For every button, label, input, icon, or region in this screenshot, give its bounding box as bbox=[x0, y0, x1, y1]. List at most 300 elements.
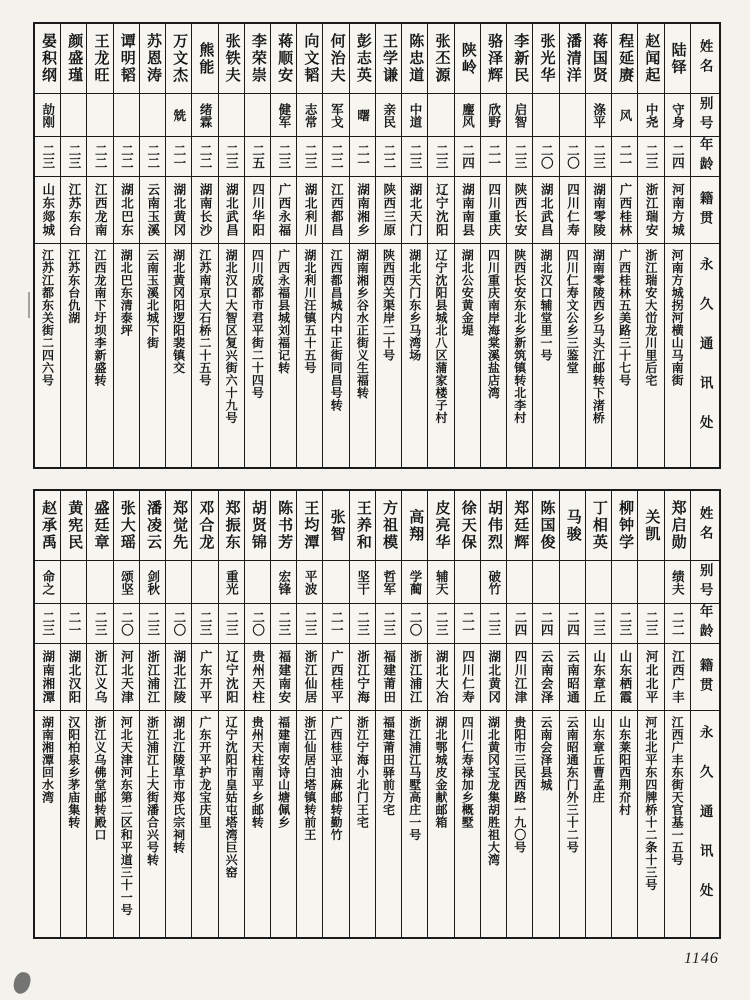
entry-address: 四川仁寿禄加乡概墅 bbox=[460, 716, 475, 829]
entry-native_place: 湖南南县 bbox=[455, 177, 480, 244]
entry-age: 二一 bbox=[323, 604, 348, 644]
entry-address: 湖北巴东清泰坪 bbox=[119, 249, 134, 337]
entry-age: 二〇 bbox=[114, 604, 139, 644]
entry-column bbox=[586, 491, 612, 937]
entry-address: 湖北鄂城皮金献邮箱 bbox=[434, 716, 449, 829]
entry-address: 湖南湘乡谷水正街义生福转 bbox=[355, 249, 370, 399]
entry-native_place: 湖北利川 bbox=[297, 177, 322, 244]
entry-alias bbox=[219, 94, 244, 137]
header-address: 永久通讯处 bbox=[697, 256, 713, 455]
entry-name: 郑启勋 bbox=[665, 491, 690, 561]
entry-address: 河北天津河东第二区和平道三十一号 bbox=[119, 716, 134, 916]
entry-native_place: 河北北平 bbox=[638, 644, 663, 711]
entry-address: 江苏南京大石桥二十五号 bbox=[197, 249, 212, 387]
entry-alias: 健军 bbox=[271, 94, 296, 137]
entry-name: 柳钟学 bbox=[612, 491, 637, 561]
entry-native_place: 湖北天门 bbox=[402, 177, 427, 244]
entry-alias bbox=[140, 94, 165, 137]
entry-column bbox=[638, 24, 664, 467]
entry-address: 云南昭通东门外三十二号 bbox=[565, 716, 580, 854]
entry-age: 二三 bbox=[586, 604, 611, 644]
entry-name: 皮亮华 bbox=[428, 491, 453, 561]
entry-alias: 欣野 bbox=[481, 94, 506, 137]
entry-column bbox=[638, 491, 664, 937]
entry-column bbox=[114, 491, 140, 937]
entry-name: 王均潭 bbox=[297, 491, 322, 561]
entry-address: 湖北天门东乡马湾场 bbox=[407, 249, 422, 362]
entry-name: 陈忠道 bbox=[402, 24, 427, 94]
header-alias: 别号 bbox=[691, 94, 719, 137]
entry-column bbox=[428, 24, 454, 467]
entry-native_place: 湖北黄冈 bbox=[481, 644, 506, 711]
entry-alias bbox=[533, 94, 558, 137]
entry-name: 李新民 bbox=[507, 24, 532, 94]
entry-address: 江西都昌城内中正街同昌号转 bbox=[329, 249, 344, 412]
entry-address: 汉阳柏泉乡茅庙集转 bbox=[66, 716, 81, 829]
entry-alias: 劼刚 bbox=[35, 94, 60, 137]
entry-name: 胡贤锦 bbox=[245, 491, 270, 561]
entry-alias: 绪霖 bbox=[192, 94, 217, 137]
entry-name: 骆泽辉 bbox=[481, 24, 506, 94]
entry-native_place: 山东郯城 bbox=[35, 177, 60, 244]
entry-address: 四川仁寿文公乡三鉴堂 bbox=[565, 249, 580, 374]
entry-alias: 风 bbox=[612, 94, 637, 137]
entry-column bbox=[586, 24, 612, 467]
entry-address: 湖南零陵西乡马头江邮转下渚桥 bbox=[591, 249, 606, 424]
entry-native_place: 湖南湘潭 bbox=[35, 644, 60, 711]
entry-address: 福建南安诗山塘佩乡 bbox=[276, 716, 291, 829]
entry-age: 二二 bbox=[140, 137, 165, 177]
entry-age: 二一 bbox=[166, 137, 191, 177]
entry-address: 浙江浦江马墅高庄一号 bbox=[407, 716, 422, 841]
entry-name: 何治夫 bbox=[323, 24, 348, 94]
entry-alias bbox=[428, 94, 453, 137]
entry-alias: 中尧 bbox=[638, 94, 663, 137]
entry-address: 陕西西关渠岸二十号 bbox=[381, 249, 396, 362]
entry-native_place: 河北天津 bbox=[114, 644, 139, 711]
entry-column bbox=[61, 491, 87, 937]
entry-column bbox=[665, 491, 691, 937]
scan-smudge bbox=[12, 971, 32, 996]
entry-name: 郑振东 bbox=[219, 491, 244, 561]
entry-age: 二二 bbox=[323, 137, 348, 177]
entry-alias: 曙 bbox=[350, 94, 375, 137]
entry-address: 浙江瑞安大峃龙川里后宅 bbox=[643, 249, 658, 387]
entry-age: 二四 bbox=[560, 604, 585, 644]
entry-column bbox=[61, 24, 87, 467]
entry-alias bbox=[586, 561, 611, 604]
entry-address: 湖北汉口辅堂里一号 bbox=[538, 249, 553, 362]
entry-address: 湖北公安黄金堤 bbox=[460, 249, 475, 337]
entry-age: 二四 bbox=[533, 604, 558, 644]
entry-age: 二二 bbox=[114, 137, 139, 177]
header-name: 姓名 bbox=[691, 24, 719, 94]
entry-native_place: 辽宁沈阳 bbox=[428, 177, 453, 244]
entry-name: 陆铎 bbox=[665, 24, 690, 94]
entry-native_place: 湖北巴东 bbox=[114, 177, 139, 244]
entry-address: 广西桂林五美路三十七号 bbox=[617, 249, 632, 387]
entry-column bbox=[87, 24, 113, 467]
entry-alias bbox=[245, 94, 270, 137]
entry-alias bbox=[507, 561, 532, 604]
header-column bbox=[691, 491, 719, 937]
entry-address: 贵阳市三民西路一九〇号 bbox=[512, 716, 527, 854]
entry-age: 二三 bbox=[192, 604, 217, 644]
entry-column bbox=[245, 24, 271, 467]
entry-address: 湖北黄冈宝龙集胡胜祖大湾 bbox=[486, 716, 501, 866]
entry-alias: 宏锋 bbox=[271, 561, 296, 604]
entry-name: 王学谦 bbox=[376, 24, 401, 94]
entry-age: 二三 bbox=[638, 137, 663, 177]
entry-native_place: 浙江瑞安 bbox=[638, 177, 663, 244]
entry-address: 广东开平护龙宝庆里 bbox=[197, 716, 212, 829]
header-name: 姓名 bbox=[691, 491, 719, 561]
entry-column bbox=[297, 491, 323, 937]
entry-native_place: 云南昭通 bbox=[560, 644, 585, 711]
entry-native_place: 湖北大冶 bbox=[428, 644, 453, 711]
entry-native_place: 广东开平 bbox=[192, 644, 217, 711]
entry-name: 郑觉先 bbox=[166, 491, 191, 561]
entry-alias: 哲军 bbox=[376, 561, 401, 604]
entry-native_place: 江西广丰 bbox=[665, 644, 690, 711]
entry-native_place: 江西都昌 bbox=[323, 177, 348, 244]
entry-address: 江苏江都东关街二四六号 bbox=[40, 249, 55, 387]
entry-address: 江苏东台仇湖 bbox=[66, 249, 81, 324]
entry-address: 河北北平东四牌桥十二条十三号 bbox=[643, 716, 658, 891]
entry-name: 盛廷章 bbox=[87, 491, 112, 561]
entry-column bbox=[350, 491, 376, 937]
entry-age: 二三 bbox=[271, 604, 296, 644]
entry-address: 浙江浦江上大街潘合兴号转 bbox=[145, 716, 160, 866]
entry-native_place: 云南玉溪 bbox=[140, 177, 165, 244]
entry-column bbox=[455, 491, 481, 937]
entry-name: 李荣崇 bbox=[245, 24, 270, 94]
entry-native_place: 江西龙南 bbox=[87, 177, 112, 244]
header-age: 年龄 bbox=[691, 604, 719, 644]
entry-alias: 颂坚 bbox=[114, 561, 139, 604]
entry-alias bbox=[61, 561, 86, 604]
entry-address: 浙江宁海小北门王宅 bbox=[355, 716, 370, 829]
entry-name: 苏恩涛 bbox=[140, 24, 165, 94]
entry-alias: 剑秋 bbox=[140, 561, 165, 604]
entry-alias: 涤平 bbox=[586, 94, 611, 137]
entry-name: 王龙旺 bbox=[87, 24, 112, 94]
entry-address: 山东莱阳西荆夼村 bbox=[617, 716, 632, 816]
entry-age: 二三 bbox=[402, 137, 427, 177]
entry-name: 谭明韬 bbox=[114, 24, 139, 94]
entry-age: 二〇 bbox=[402, 604, 427, 644]
entry-column bbox=[140, 491, 166, 937]
entry-age: 二〇 bbox=[166, 604, 191, 644]
entry-native_place: 四川江津 bbox=[507, 644, 532, 711]
entry-alias: 守身 bbox=[665, 94, 690, 137]
entry-age: 二一 bbox=[481, 137, 506, 177]
entry-name: 张光华 bbox=[533, 24, 558, 94]
entry-address: 四川成都市君平街二十四号 bbox=[250, 249, 265, 399]
entry-column bbox=[560, 491, 586, 937]
entry-name: 张丕源 bbox=[428, 24, 453, 94]
entry-native_place: 浙江浦江 bbox=[140, 644, 165, 711]
entry-address: 广西桂平油麻邮转勤竹 bbox=[329, 716, 344, 841]
entry-native_place: 湖北江陵 bbox=[166, 644, 191, 711]
entry-alias bbox=[323, 561, 348, 604]
scan-edge-mark bbox=[28, 292, 30, 318]
entry-native_place: 湖南湘乡 bbox=[350, 177, 375, 244]
entry-column bbox=[166, 491, 192, 937]
entry-native_place: 四川重庆 bbox=[481, 177, 506, 244]
entry-native_place: 贵州天柱 bbox=[245, 644, 270, 711]
entry-native_place: 四川华阳 bbox=[245, 177, 270, 244]
entry-alias: 辅天 bbox=[428, 561, 453, 604]
entry-column bbox=[140, 24, 166, 467]
entry-name: 蒋顺安 bbox=[271, 24, 296, 94]
entry-column bbox=[114, 24, 140, 467]
entry-age: 二四 bbox=[665, 137, 690, 177]
entry-alias bbox=[612, 561, 637, 604]
entry-name: 赵闻起 bbox=[638, 24, 663, 94]
entry-age: 二三 bbox=[481, 604, 506, 644]
entry-age: 二三 bbox=[140, 604, 165, 644]
entry-address: 江西龙南下圩坝李新盛转 bbox=[92, 249, 107, 387]
entry-column bbox=[402, 24, 428, 467]
entry-native_place: 四川仁寿 bbox=[455, 644, 480, 711]
entry-name: 郑廷辉 bbox=[507, 491, 532, 561]
entry-column bbox=[166, 24, 192, 467]
entry-alias bbox=[166, 561, 191, 604]
entry-age: 二三 bbox=[586, 137, 611, 177]
entry-age: 二二 bbox=[87, 137, 112, 177]
entry-age: 二三 bbox=[428, 137, 453, 177]
entry-column bbox=[245, 491, 271, 937]
entry-age: 二一 bbox=[350, 137, 375, 177]
entry-native_place: 山东章丘 bbox=[586, 644, 611, 711]
entry-alias bbox=[533, 561, 558, 604]
entry-name: 黄宪民 bbox=[61, 491, 86, 561]
entry-address: 辽宁沈阳县城北八区蒲家楼子村 bbox=[434, 249, 449, 424]
entry-name: 颜盛瑾 bbox=[61, 24, 86, 94]
entry-name: 程延赓 bbox=[612, 24, 637, 94]
entry-address: 浙江仙居白塔镇转前王 bbox=[302, 716, 317, 841]
entry-native_place: 河南方城 bbox=[665, 177, 690, 244]
entry-column bbox=[455, 24, 481, 467]
entry-age: 二二 bbox=[376, 137, 401, 177]
entry-age: 二三 bbox=[219, 604, 244, 644]
entry-address: 福建莆田驿前方宅 bbox=[381, 716, 396, 816]
page-number: 1146 bbox=[684, 950, 719, 967]
entry-alias: 启智 bbox=[507, 94, 532, 137]
entry-column bbox=[192, 491, 218, 937]
entry-age: 二〇 bbox=[245, 604, 270, 644]
entry-native_place: 浙江仙居 bbox=[297, 644, 322, 711]
entry-native_place: 广西桂林 bbox=[612, 177, 637, 244]
entry-age: 二三 bbox=[350, 604, 375, 644]
entry-column bbox=[35, 24, 61, 467]
entry-alias: 平波 bbox=[297, 561, 322, 604]
entry-age: 二三 bbox=[428, 604, 453, 644]
entry-column bbox=[507, 24, 533, 467]
entry-column bbox=[271, 24, 297, 467]
entry-native_place: 福建南安 bbox=[271, 644, 296, 711]
entry-column bbox=[533, 24, 559, 467]
entry-name: 胡伟烈 bbox=[481, 491, 506, 561]
entry-alias: 志常 bbox=[297, 94, 322, 137]
entry-name: 张大瑶 bbox=[114, 491, 139, 561]
entry-column bbox=[376, 24, 402, 467]
entry-name: 熊能 bbox=[192, 24, 217, 94]
entry-age: 二三 bbox=[87, 604, 112, 644]
entry-alias bbox=[87, 561, 112, 604]
entry-native_place: 浙江义乌 bbox=[87, 644, 112, 711]
entry-address: 云南玉溪北城下街 bbox=[145, 249, 160, 349]
entry-address: 贵州天柱南平乡邮转 bbox=[250, 716, 265, 829]
entry-age: 二一 bbox=[612, 137, 637, 177]
entry-native_place: 辽宁沈阳 bbox=[219, 644, 244, 711]
entry-name: 潘凌云 bbox=[140, 491, 165, 561]
entry-native_place: 湖北武昌 bbox=[533, 177, 558, 244]
entry-name: 丁相英 bbox=[586, 491, 611, 561]
entry-alias: 绩夫 bbox=[665, 561, 690, 604]
entry-native_place: 湖南长沙 bbox=[192, 177, 217, 244]
entry-address: 浙江义乌佛堂邮转殿口 bbox=[92, 716, 107, 841]
entry-column bbox=[376, 491, 402, 937]
entry-name: 高翔 bbox=[402, 491, 427, 561]
header-native-place: 籍贯 bbox=[691, 177, 719, 244]
entry-age: 二三 bbox=[507, 137, 532, 177]
entry-age: 二〇 bbox=[533, 137, 558, 177]
entry-address: 四川重庆南岸海棠溪盐店湾 bbox=[486, 249, 501, 399]
entry-column bbox=[323, 24, 349, 467]
entry-age: 二三 bbox=[297, 137, 322, 177]
entry-name: 邓合龙 bbox=[192, 491, 217, 561]
entry-age: 二二 bbox=[665, 604, 690, 644]
entry-column bbox=[219, 24, 245, 467]
entry-column bbox=[192, 24, 218, 467]
entry-native_place: 湖北黄冈 bbox=[166, 177, 191, 244]
entry-age: 二四 bbox=[507, 604, 532, 644]
entry-alias bbox=[114, 94, 139, 137]
entry-age: 二四 bbox=[455, 137, 480, 177]
entry-age: 二三 bbox=[612, 604, 637, 644]
entry-address: 江西广丰东街天官基一五号 bbox=[670, 716, 685, 866]
entry-native_place: 福建莆田 bbox=[376, 644, 401, 711]
entry-address: 山东章丘曹孟庄 bbox=[591, 716, 606, 804]
entry-native_place: 陕西长安 bbox=[507, 177, 532, 244]
entry-native_place: 浙江浦江 bbox=[402, 644, 427, 711]
entry-column bbox=[481, 24, 507, 467]
entry-age: 二一 bbox=[61, 604, 86, 644]
entry-column bbox=[507, 491, 533, 937]
entry-column bbox=[402, 491, 428, 937]
entry-address: 辽宁沈阳市皇姑屯塔湾巨兴窑 bbox=[224, 716, 239, 879]
entry-address: 广西永福县城刘福记转 bbox=[276, 249, 291, 374]
header-alias: 别号 bbox=[691, 561, 719, 604]
entry-name: 万文杰 bbox=[166, 24, 191, 94]
entry-alias: 学蔺 bbox=[402, 561, 427, 604]
entry-column bbox=[665, 24, 691, 467]
entry-name: 蒋国贤 bbox=[586, 24, 611, 94]
entry-column bbox=[481, 491, 507, 937]
entry-name: 张铁夫 bbox=[219, 24, 244, 94]
entry-age: 二三 bbox=[219, 137, 244, 177]
header-column bbox=[691, 24, 719, 467]
registry-table-top bbox=[33, 22, 721, 469]
entry-column bbox=[612, 491, 638, 937]
header-address: 永久通讯处 bbox=[697, 725, 713, 923]
entry-alias: 兟 bbox=[166, 94, 191, 137]
entry-column bbox=[350, 24, 376, 467]
entry-name: 潘清洋 bbox=[560, 24, 585, 94]
entry-name: 马骏 bbox=[560, 491, 585, 561]
entry-address: 河南方城拐河横山马南街 bbox=[670, 249, 685, 387]
entry-alias: 重光 bbox=[219, 561, 244, 604]
entry-native_place: 陕西三原 bbox=[376, 177, 401, 244]
entry-address: 湖北黄冈阳逻阳裴镇交 bbox=[171, 249, 186, 374]
entry-column bbox=[219, 491, 245, 937]
entry-native_place: 湖南零陵 bbox=[586, 177, 611, 244]
entry-native_place: 江苏东台 bbox=[61, 177, 86, 244]
entry-column bbox=[323, 491, 349, 937]
entry-alias bbox=[87, 94, 112, 137]
entry-alias: 破竹 bbox=[481, 561, 506, 604]
entry-name: 徐天保 bbox=[455, 491, 480, 561]
entry-name: 晏积纲 bbox=[35, 24, 60, 94]
header-native-place: 籍贯 bbox=[691, 644, 719, 711]
entry-alias bbox=[560, 94, 585, 137]
entry-age: 二一 bbox=[455, 604, 480, 644]
entry-age: 二五 bbox=[245, 137, 270, 177]
entry-name: 王养和 bbox=[350, 491, 375, 561]
entry-column bbox=[560, 24, 586, 467]
entry-column bbox=[428, 491, 454, 937]
entry-native_place: 湖北武昌 bbox=[219, 177, 244, 244]
entry-name: 关凯 bbox=[638, 491, 663, 561]
entry-name: 陈国俊 bbox=[533, 491, 558, 561]
entry-column bbox=[271, 491, 297, 937]
entry-alias bbox=[192, 561, 217, 604]
entry-alias: 亲民 bbox=[376, 94, 401, 137]
entry-native_place: 浙江宁海 bbox=[350, 644, 375, 711]
entry-native_place: 四川仁寿 bbox=[560, 177, 585, 244]
entry-alias: 麈风 bbox=[455, 94, 480, 137]
entry-column bbox=[35, 491, 61, 937]
entry-address: 湖南湘潭回水湾 bbox=[40, 716, 55, 804]
entry-name: 赵承禹 bbox=[35, 491, 60, 561]
entry-address: 陕西长安东北乡新筑镇转北李村 bbox=[512, 249, 527, 424]
entry-alias bbox=[638, 561, 663, 604]
entry-native_place: 云南会泽 bbox=[533, 644, 558, 711]
entry-age: 二三 bbox=[638, 604, 663, 644]
entry-alias bbox=[560, 561, 585, 604]
entry-name: 张智 bbox=[323, 491, 348, 561]
entry-address: 云南会泽县城 bbox=[538, 716, 553, 791]
header-age: 年龄 bbox=[691, 137, 719, 177]
entry-native_place: 湖北汉阳 bbox=[61, 644, 86, 711]
entry-column bbox=[612, 24, 638, 467]
entry-column bbox=[87, 491, 113, 937]
entry-name: 陈书芳 bbox=[271, 491, 296, 561]
entry-alias: 中道 bbox=[402, 94, 427, 137]
entry-column bbox=[297, 24, 323, 467]
entry-address: 湖北江陵草市郑氏宗祠转 bbox=[171, 716, 186, 854]
entry-age: 二三 bbox=[61, 137, 86, 177]
entry-age: 二三 bbox=[297, 604, 322, 644]
entry-age: 二三 bbox=[376, 604, 401, 644]
entry-column bbox=[533, 491, 559, 937]
registry-table-bottom bbox=[33, 489, 721, 939]
entry-alias: 命之 bbox=[35, 561, 60, 604]
entry-alias bbox=[61, 94, 86, 137]
entry-age: 二二 bbox=[192, 137, 217, 177]
